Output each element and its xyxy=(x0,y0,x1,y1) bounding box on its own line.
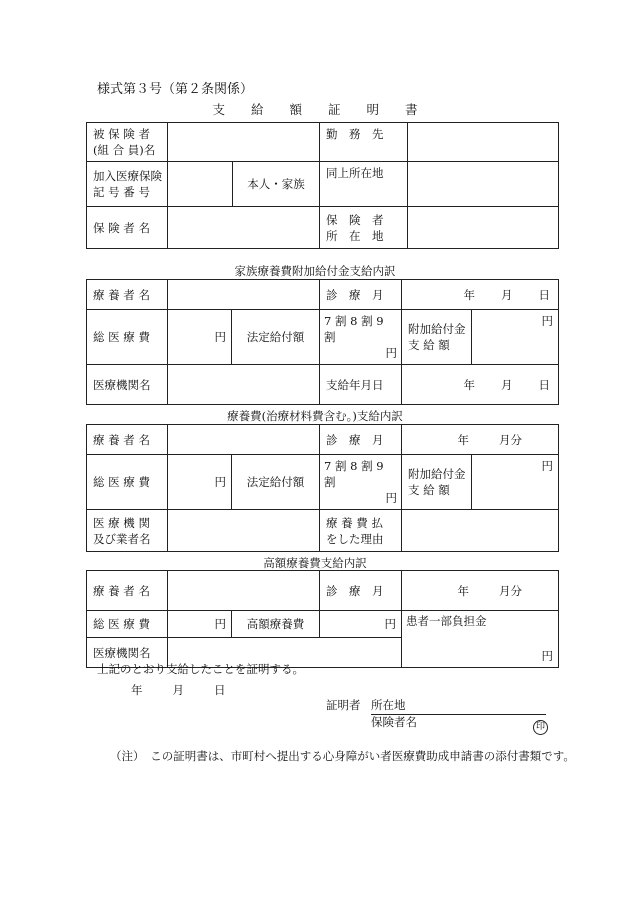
insurer-address-label-cell xyxy=(320,207,408,249)
s1-additional-label-1: 附加給付金 xyxy=(408,322,466,336)
s3-treatment-month-field[interactable] xyxy=(402,571,559,611)
certification-text: 上記のとおり支給したことを証明する。 xyxy=(97,662,304,676)
s1-ratio-field[interactable] xyxy=(320,310,402,365)
family-benefit-table xyxy=(86,279,559,405)
s1-statutory-label: 法定給付額 xyxy=(232,310,320,365)
s2-patient-field[interactable] xyxy=(168,425,320,455)
medical-cost-table xyxy=(86,424,559,552)
insurance-no-label-1: 加入医療保険 xyxy=(93,169,162,183)
s2-year: 年 xyxy=(457,432,469,447)
insurer-address-label-2: 所 在 地 xyxy=(326,228,384,243)
s2-additional-amount-field[interactable] xyxy=(472,455,559,510)
s2-reason-field[interactable] xyxy=(402,510,559,552)
s2-total-cost-label: 総 医 療 費 xyxy=(87,455,168,510)
seal-mark: 印 xyxy=(533,720,548,735)
s3-treatment-month-label: 診 療 月 xyxy=(320,571,402,611)
s2-institution-label-cell xyxy=(87,510,168,552)
s1-month: 月 xyxy=(501,287,513,302)
cert-date[interactable] xyxy=(131,682,226,698)
s2-treatment-month-label: 診 療 月 xyxy=(320,425,402,455)
s1-yen-3: 円 xyxy=(541,314,553,328)
insurance-symbol-field[interactable] xyxy=(168,162,233,206)
insurance-number-label-cell xyxy=(87,162,168,207)
insurance-no-label-2: 記 号 番 号 xyxy=(93,185,150,199)
location-field[interactable] xyxy=(371,697,546,715)
s3-year: 年 xyxy=(457,583,469,598)
workplace-field[interactable] xyxy=(408,123,559,162)
s2-statutory-label: 法定給付額 xyxy=(232,455,320,510)
s1-ratio-label: 7 割 8 割 9 割 xyxy=(324,314,384,344)
s3-total-cost-label: 総 医 療 費 xyxy=(87,611,168,638)
s1-pay-day: 日 xyxy=(538,377,550,392)
workplace-label: 勤 務 先 xyxy=(320,123,408,162)
s2-yen-3: 円 xyxy=(541,459,553,473)
s1-additional-label-2: 支 給 額 xyxy=(408,338,450,352)
s3-copay-field[interactable] xyxy=(402,611,559,668)
s3-yen-2: 円 xyxy=(384,617,396,632)
insurer-address-label-1: 保 険 者 xyxy=(326,212,384,227)
section2-heading: 療養費(治療材料費含む。)支給内訳 xyxy=(227,409,403,423)
section3-heading: 高額療養費支給内訳 xyxy=(263,556,367,570)
s3-copay-label: 患者一部負担金 xyxy=(406,614,487,628)
section1-heading: 家族療養費附加給付金支給内訳 xyxy=(234,264,396,278)
s2-reason-label-1: 療 養 費 払 xyxy=(326,515,383,530)
title-char: 明 xyxy=(366,102,380,117)
s1-pay-month: 月 xyxy=(501,377,513,392)
title-char: 書 xyxy=(405,102,418,117)
cert-year: 年 xyxy=(131,683,143,697)
title-char: 証 xyxy=(328,102,341,117)
s1-yen-1: 円 xyxy=(214,330,226,344)
same-address-label: 同上所在地 xyxy=(320,162,408,207)
s1-day: 日 xyxy=(538,287,550,302)
s2-additional-label-2: 支 給 額 xyxy=(408,483,450,497)
s3-high-cost-field[interactable] xyxy=(320,611,402,638)
insurer-address-field[interactable] xyxy=(408,207,559,249)
form-number: 様式第３号（第２条関係） xyxy=(97,82,254,97)
s2-institution-label-2: 及び業者名 xyxy=(93,531,151,546)
s1-treatment-date-field[interactable] xyxy=(402,280,559,310)
insured-name-field[interactable] xyxy=(168,123,320,162)
location-label: 所在地 xyxy=(371,698,406,712)
self-family-choice[interactable]: 本人・家族 xyxy=(247,177,305,191)
s3-yen-1: 円 xyxy=(214,617,226,632)
s1-additional-amount-field[interactable] xyxy=(472,310,559,365)
insurer-name-label-cert: 保険者名 xyxy=(371,715,417,729)
s3-high-cost-label: 高額療養費 xyxy=(232,611,320,638)
cert-month: 月 xyxy=(172,683,184,697)
s1-yen-2: 円 xyxy=(385,346,397,360)
certifier-label: 証明者 xyxy=(326,698,361,712)
s3-institution-label: 医療機関名 xyxy=(87,638,168,668)
s3-month-part: 月分 xyxy=(499,583,522,598)
s3-patient-field[interactable] xyxy=(168,571,320,611)
seal-icon xyxy=(533,714,548,735)
s1-pay-date-label: 支給年月日 xyxy=(320,365,402,405)
s2-additional-label-1: 附加給付金 xyxy=(408,467,466,481)
s3-yen-3: 円 xyxy=(541,649,553,663)
same-address-field[interactable] xyxy=(408,162,559,207)
s3-patient-label: 療 養 者 名 xyxy=(87,571,168,611)
s1-pay-year: 年 xyxy=(463,377,475,392)
s1-treatment-month-label: 診 療 月 xyxy=(320,280,402,310)
s2-ratio-field[interactable] xyxy=(320,455,402,510)
footnote: （注） この証明書は、市町村へ提出する心身障がい者医療費助成申請書の添付書類です。 xyxy=(110,749,575,763)
s1-additional-label-cell xyxy=(402,310,472,365)
insurance-number-field[interactable] xyxy=(168,162,320,207)
s1-patient-field[interactable] xyxy=(168,280,320,310)
s2-patient-label: 療 養 者 名 xyxy=(87,425,168,455)
s1-total-cost-field[interactable] xyxy=(168,310,232,365)
s2-additional-label-cell xyxy=(402,455,472,510)
s2-reason-label-cell xyxy=(320,510,402,552)
s1-institution-label: 医療機関名 xyxy=(87,365,168,405)
s1-institution-field[interactable] xyxy=(168,365,320,405)
s1-total-cost-label: 総 医 療 費 xyxy=(87,310,168,365)
insurer-name-field[interactable] xyxy=(168,207,320,249)
s1-patient-label: 療 養 者 名 xyxy=(87,280,168,310)
s2-reason-label-2: をした理由 xyxy=(326,531,384,546)
insured-label-2: (組 合 員)名 xyxy=(93,143,156,157)
cert-day: 日 xyxy=(214,683,226,697)
insurer-name-label: 保 険 者 名 xyxy=(87,207,168,249)
s2-total-cost-field[interactable] xyxy=(168,455,232,510)
s2-yen-2: 円 xyxy=(385,491,397,505)
title-char: 給 xyxy=(250,102,264,117)
s2-yen-1: 円 xyxy=(214,475,226,489)
document-title xyxy=(0,100,630,118)
insured-name-label-cell xyxy=(87,123,168,162)
insured-info-table xyxy=(86,122,559,249)
high-cost-table xyxy=(86,570,559,668)
s2-treatment-month-field[interactable] xyxy=(402,425,559,455)
title-char: 額 xyxy=(289,102,302,117)
s2-ratio-label: 7 割 8 割 9 割 xyxy=(324,459,384,489)
s1-pay-date-field[interactable] xyxy=(402,365,559,405)
s1-year: 年 xyxy=(463,287,475,302)
s2-month-part: 月分 xyxy=(499,432,522,447)
insured-label-1: 被 保 険 者 xyxy=(93,127,150,141)
s2-institution-field[interactable] xyxy=(168,510,320,552)
s2-institution-label-1: 医 療 機 関 xyxy=(93,515,150,530)
s3-total-cost-field[interactable] xyxy=(168,611,232,638)
title-char: 支 xyxy=(212,102,225,117)
